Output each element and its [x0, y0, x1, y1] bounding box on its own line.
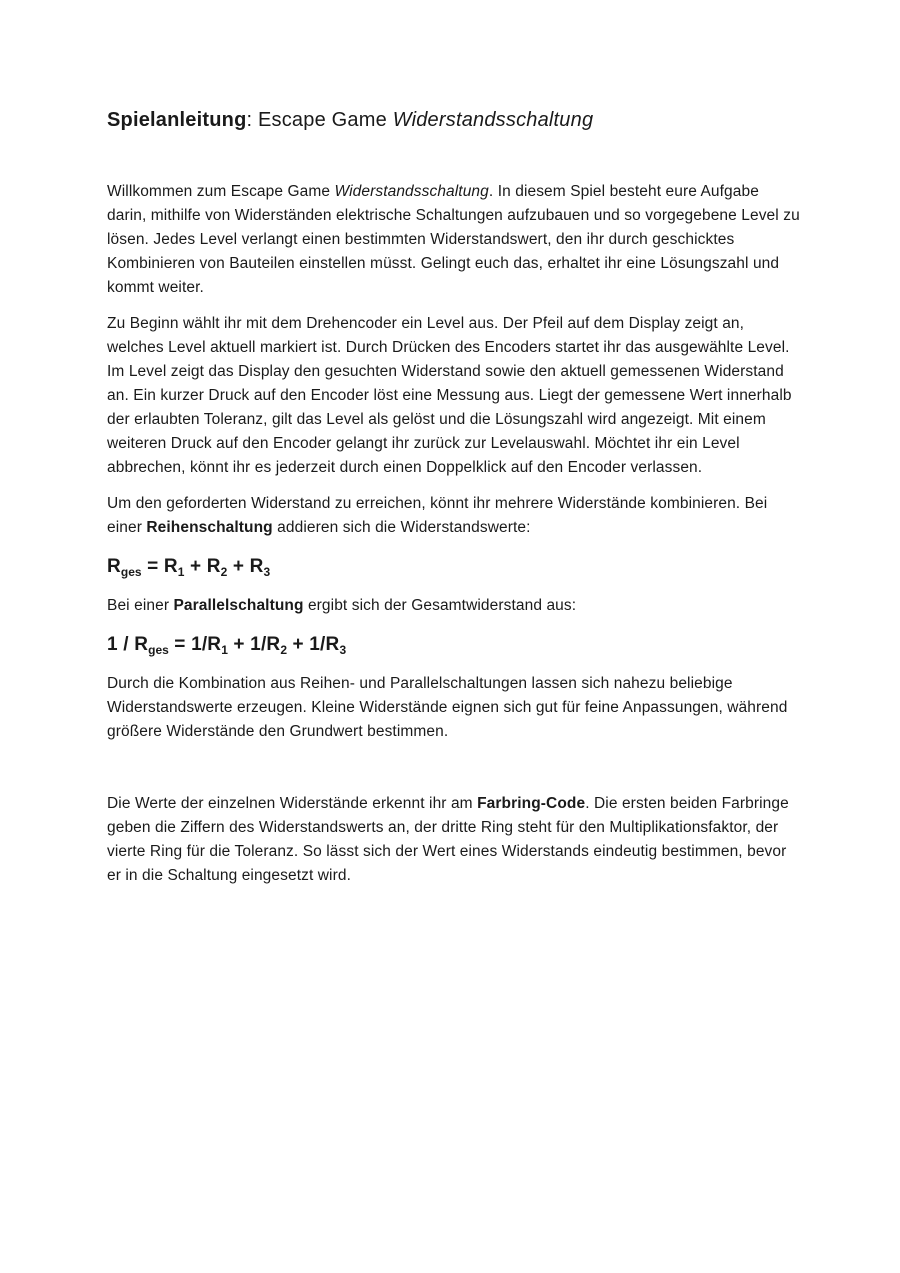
paragraph-color-code	[107, 792, 800, 888]
formula-subscript: ges	[148, 643, 169, 657]
formula-term: = 1/R	[168, 634, 222, 655]
formula-subscript: 3	[339, 643, 347, 657]
intro-text: Willkommen zum Escape Game	[107, 183, 335, 200]
page-title	[107, 106, 800, 134]
title-bold-text: Spielanleitung	[107, 109, 247, 131]
formula-term: 1 / R	[107, 634, 149, 655]
color-code-term-bold: Farbring-Code	[477, 795, 586, 812]
paragraph-intro	[107, 180, 800, 300]
formula-term: + 1/R	[227, 634, 281, 655]
parallel-term-bold: Parallelschaltung	[173, 597, 304, 614]
paragraph-combination: Durch die Kombination aus Reihen- und Parallelschaltungen lassen sich nahezu beliebige Widerstandswerte erzeugen. Kleine Widerstände eignen sich gut für feine Anpassungen, während größere Widerstände den Grundwert bestimmen.	[107, 675, 788, 740]
formula-series-resistance	[107, 552, 800, 582]
series-term-bold: Reihenschaltung	[146, 519, 273, 536]
formula-subscript: 1	[177, 565, 185, 579]
formula-term: + 1/R	[287, 634, 340, 655]
empty-paragraph-spacer	[107, 756, 800, 792]
formula-subscript: 2	[280, 643, 288, 657]
title-regular-text: : Escape Game	[246, 109, 393, 131]
color-code-text-rest: . Die ersten beiden Farbringe geben die Ziffern des Widerstandswerts an, der dritte Ring steht für den Multiplikationsfaktor, der vierte Ring für die Toleranz. So lässt sich der Wert eines Widerstands eindeutig bestimmen, bevor er in die Schaltung eingesetzt wird.	[107, 795, 789, 884]
series-intro-text: Um den geforderten Widerstand zu erreichen, könnt ihr mehrere Widerstände kombinieren. Bei einer	[107, 495, 768, 536]
formula-subscript: ges	[120, 565, 142, 579]
title-italic-text: Widerstandsschaltung	[392, 109, 594, 131]
formula-term: R	[107, 556, 121, 577]
formula-term: + R	[184, 556, 221, 577]
formula-parallel-resistance	[107, 630, 800, 660]
series-intro-text-rest: addieren sich die Widerstandswerte:	[272, 519, 531, 536]
formula-subscript: 1	[221, 643, 228, 657]
formula-term: = R	[141, 556, 178, 577]
formula-subscript: 3	[263, 565, 271, 579]
parallel-intro-text: Bei einer	[107, 597, 174, 614]
formula-term: + R	[227, 556, 264, 577]
paragraph-gameplay: Zu Beginn wählt ihr mit dem Drehencoder ein Level aus. Der Pfeil auf dem Display zeigt an, welches Level aktuell markiert ist. Durch Drücken des Encoders startet ihr das ausgewählte Level. Im Level zeigt das Display den gesuchten Widerstand sowie den aktuell gemessenen Widerstand an. Ein kurzer Druck auf den Encoder löst eine Messung aus. Liegt der gemessene Wert innerhalb der erlaubten Toleranz, gilt das Level als gelöst und die Lösungszahl wird angezeigt. Mit einem weiteren Druck auf den Encoder gelangt ihr zurück zur Levelauswahl. Möchtet ihr ein Level abbrechen, könnt ihr es jederzeit durch einen Doppelklick auf den Encoder verlassen.	[107, 315, 792, 476]
paragraph-parallel-intro	[107, 594, 800, 618]
intro-game-name-italic: Widerstandsschaltung	[334, 183, 489, 200]
formula-subscript: 2	[220, 565, 228, 579]
color-code-text: Die Werte der einzelnen Widerstände erkennt ihr am	[107, 795, 478, 812]
paragraph-series-intro	[107, 492, 800, 540]
parallel-intro-text-rest: ergibt sich der Gesamtwiderstand aus:	[303, 597, 577, 614]
intro-text-rest: . In diesem Spiel besteht eure Aufgabe darin, mithilfe von Widerständen elektrische Schaltungen aufzubauen und so vorgegebene Level zu lösen. Jedes Level verlangt einen bestimmten Widerstandswert, den ihr durch geschicktes Kombinieren von Bauteilen einstellen müsst. Gelingt euch das, erhaltet ihr eine Lösungszahl und kommt weiter.	[107, 183, 800, 296]
